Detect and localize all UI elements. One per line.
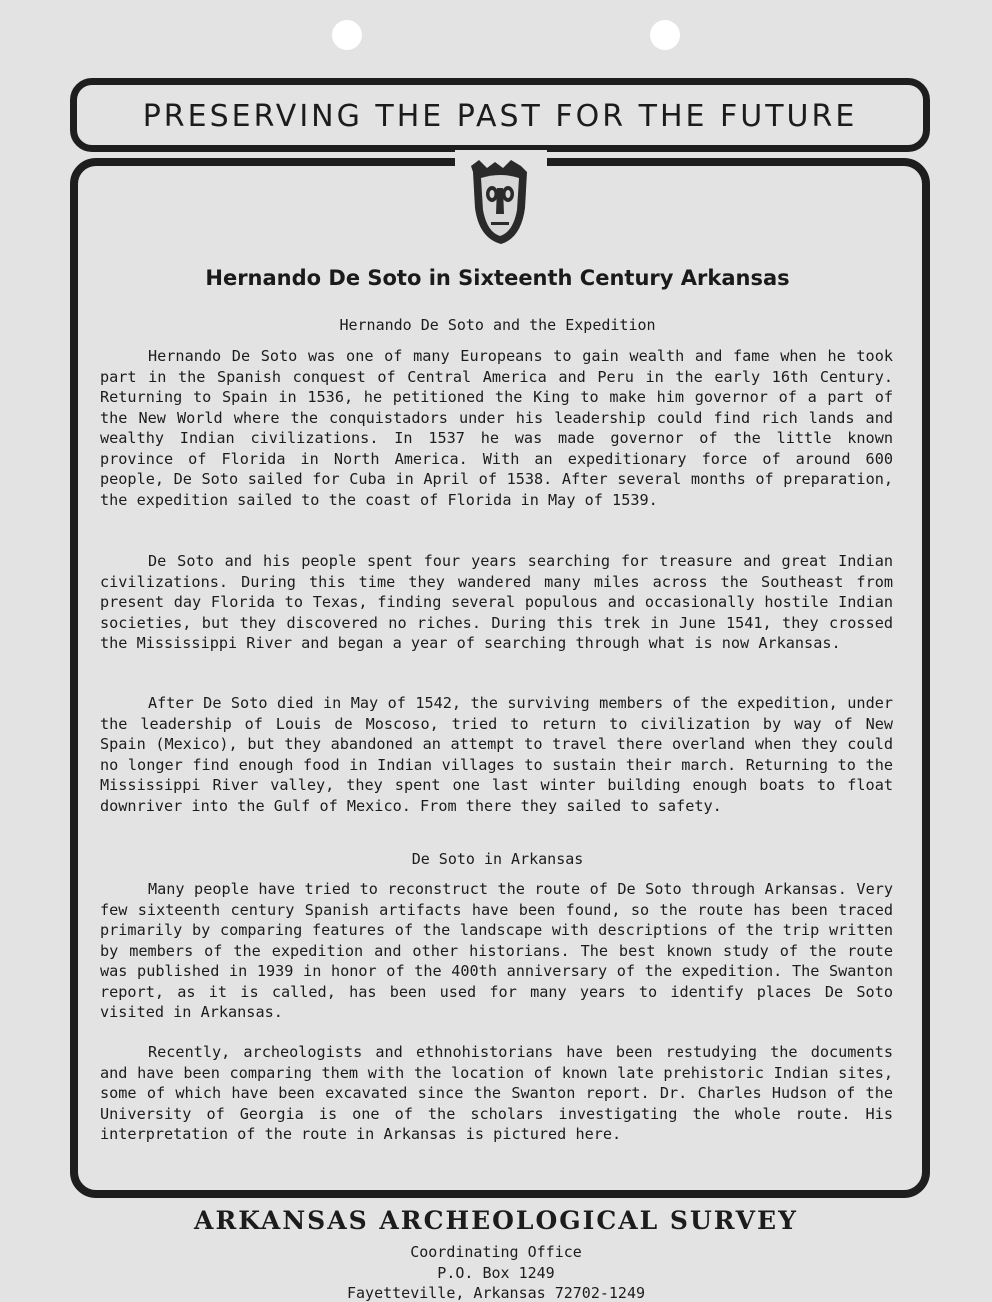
paragraph-2: De Soto and his people spent four years searching for treasure and great Indian civilizations. During this time they wandered many miles across the Southeast from present day Florida to Texas, finding several populous and occasionally hostile Indian societies, but they discovered no riches. During this trek in June 1541, they crossed the Mississippi River and began a year of searching through what is now Arkansas. [100,552,893,652]
paragraph-1: Hernando De Soto was one of many Europeans to gain wealth and fame when he took part in the Spanish conquest of Central America and Peru in the early 16th Century. Returning to Spain in 1536, he petitioned the King to make him governor of a part of the New World where the conquistadors under his leadership could find rich lands and wealthy Indian civilizations. In 1537 he was made governor of the little known province of Florida in North America. With an expeditionary force of around 600 people, De Soto sailed for Cuba in April of 1538. After several months of preparation, the expedition sailed to the coast of Florida in May of 1539. [100,347,893,509]
header-banner [70,78,930,152]
city-line: Fayetteville, Arkansas 72702-1249 [346,1284,645,1302]
section-heading-expedition: Hernando De Soto and the Expedition [339,316,656,334]
punch-hole-left [332,20,362,50]
paragraph-4: Many people have tried to reconstruct the route of De Soto through Arkansas. Very few sixteenth century Spanish artifacts have been found, so the route has been traced primarily by comparing features of the landscape with descriptions of the trip written by members of the expedition and other historians. The best known study of the route was published in 1939 in honor of the 400th anniversary of the expedition. The Swanton report, as it is called, has been used for many years to identify places De Soto visited in Arkansas. [100,880,893,1021]
punch-hole-right [650,20,680,50]
article-title: Hernando De Soto in Sixteenth Century Arkansas [205,266,790,290]
face-mask-icon [465,158,535,248]
organization-name: ARKANSAS ARCHEOLOGICAL SURVEY [194,1206,798,1235]
paragraph-5: Recently, archeologists and ethnohistorians have been restudying the documents and have been comparing them with the location of known late prehistoric Indian sites, some of which have been excavated since the Swanton report. Dr. Charles Hudson of the University of Georgia is one of the scholars investigating the whole route. His interpretation of the route in Arkansas is pictured here. [100,1043,893,1143]
pobox-line: P.O. Box 1249 [437,1264,555,1282]
paragraph-3: After De Soto died in May of 1542, the surviving members of the expedition, under the leadership of Louis de Moscoso, tried to return to civilization by way of New Spain (Mexico), but they abandoned an attempt to travel there overland when they could no longer find enough food in Indian villages to sustain their march. Returning to the Mississippi River valley, they spent one last winter building enough boats to float downriver into the Gulf of Mexico. From there they sailed to safety. [100,694,893,815]
office-line: Coordinating Office [410,1243,582,1261]
banner-title: PRESERVING THE PAST FOR THE FUTURE [142,99,858,134]
section-heading-arkansas: De Soto in Arkansas [411,850,584,868]
